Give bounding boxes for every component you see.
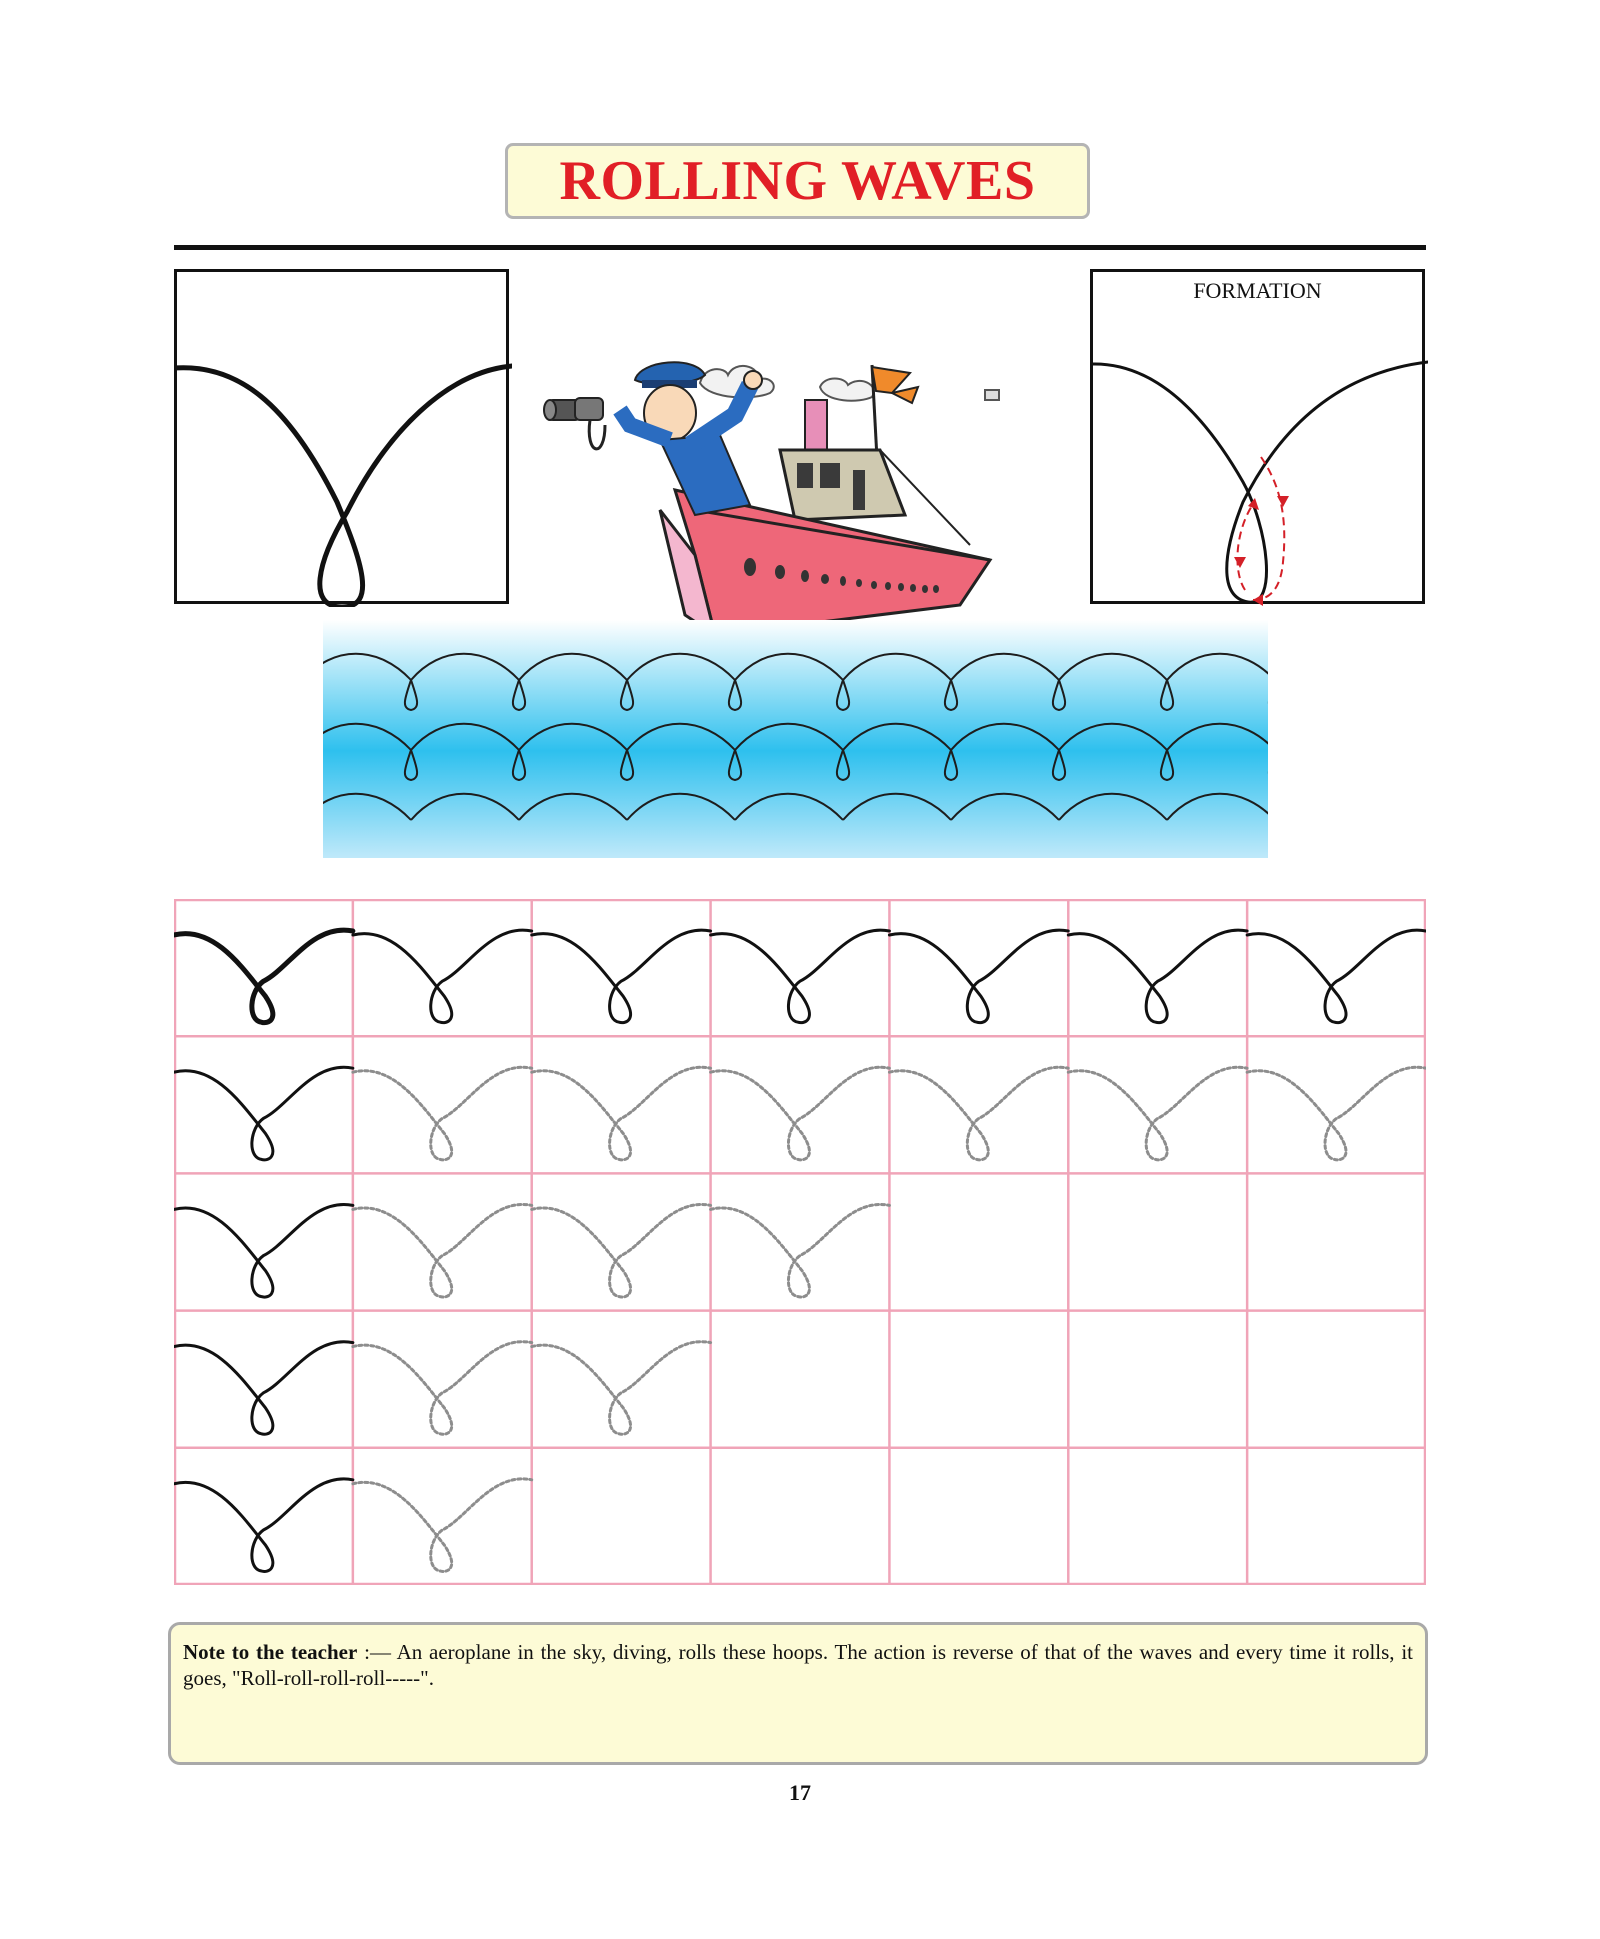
- trace-loop-dotted[interactable]: [532, 1342, 711, 1435]
- practice-grid[interactable]: [174, 899, 1426, 1585]
- page-title: ROLLING WAVES: [559, 150, 1036, 212]
- model-loop-stroke: [889, 930, 1068, 1023]
- sea-waves-illustration: [323, 620, 1268, 858]
- trace-loop-dotted[interactable]: [353, 1067, 532, 1160]
- trace-loop-dotted[interactable]: [711, 1204, 890, 1297]
- model-loop-stroke: [1068, 930, 1247, 1023]
- title-rule: [174, 245, 1426, 250]
- teacher-note-text: [183, 1639, 1413, 1691]
- formation-box: [1090, 269, 1425, 604]
- trace-loop-dotted[interactable]: [532, 1204, 711, 1297]
- model-loop-stroke: [174, 1342, 353, 1435]
- model-loop-stroke: [174, 1204, 353, 1297]
- formation-loop-icon: [1093, 272, 1428, 607]
- ship-illustration: [520, 345, 1080, 635]
- trace-loop-dotted[interactable]: [353, 1342, 532, 1435]
- trace-loop-dotted[interactable]: [1068, 1067, 1247, 1160]
- model-loop-stroke: [174, 930, 353, 1023]
- trace-loop-dotted[interactable]: [889, 1067, 1068, 1160]
- model-loop-stroke: [174, 1067, 353, 1160]
- model-loop-stroke: [1247, 930, 1426, 1023]
- binoculars-icon: [544, 398, 605, 449]
- page-number: 17: [789, 1780, 811, 1805]
- trace-loop-dotted[interactable]: [353, 1479, 532, 1572]
- teacher-note-label: Note to the teacher: [183, 1640, 358, 1664]
- teacher-note: [168, 1622, 1428, 1765]
- formation-label: FORMATION: [1193, 278, 1322, 303]
- model-loop-box: [174, 269, 509, 604]
- model-loop-stroke: [174, 1479, 353, 1572]
- trace-loop-dotted[interactable]: [353, 1204, 532, 1297]
- trace-loop-dotted[interactable]: [532, 1067, 711, 1160]
- model-loop-icon: [177, 272, 512, 607]
- trace-loop-dotted[interactable]: [1247, 1067, 1426, 1160]
- trace-loop-dotted[interactable]: [711, 1067, 890, 1160]
- model-loop-stroke: [353, 930, 532, 1023]
- model-loop-stroke: [711, 930, 890, 1023]
- title-box: [505, 143, 1090, 219]
- model-loop-stroke: [532, 930, 711, 1023]
- teacher-note-body: :— An aeroplane in the sky, diving, rolls these hoops. The action is reverse of that of the waves and every time it rolls, it goes, "Roll-roll-roll-roll-----".: [183, 1640, 1413, 1690]
